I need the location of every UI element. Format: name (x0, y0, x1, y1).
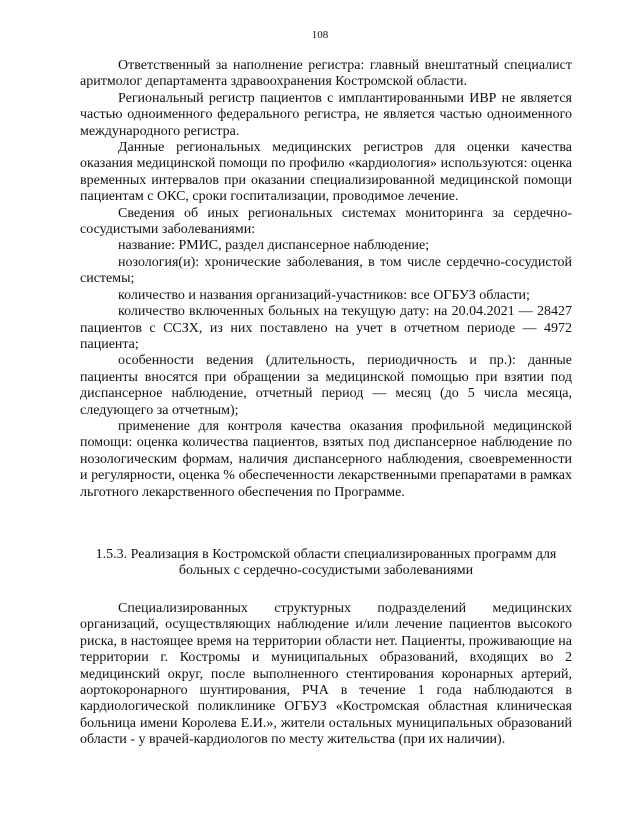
paragraph: Данные региональных медицинских регистров для оценки качества оказания медицинской помощи по профилю «кардиология» используются: оценка временных интервалов при оказании специализированной медицинской помощи пациентам с ОКС, сроки госпитализации, проводимое лечение. (80, 140, 572, 205)
body-text (80, 58, 572, 501)
paragraph: количество включенных больных на текущую дату: на 20.04.2021 — 28427 пациентов с ССЗХ, из них поставлено на учет в отчетном периоде — 4972 пациента; (80, 304, 572, 352)
paragraph: название: РМИС, раздел диспансерное наблюдение; (118, 238, 430, 254)
paragraph: применение для контроля качества оказания профильной медицинской помощи: оценка количества пациентов, взятых под диспансерное наблюдение по нозологическим формам, наличия диспансерного наблюдения, своевременности и регулярности, оценка % обеспеченности лекарственными препаратами в рамках льготного лекарственного обеспечения по Программе. (80, 418, 572, 500)
paragraph: особенности ведения (длительность, периодичность и пр.): данные пациенты вносятся при обращении за медицинской помощью при взятии под диспансерное наблюдение, отчетный период — месяц (до 5 числа месяца, следующего за отчетным); (80, 353, 572, 418)
paragraph: Региональный регистр пациентов с имплантированными ИВР не является частью одноименного федерального регистра, не является частью одноименного международного регистра. (80, 90, 572, 139)
section-body-text (80, 601, 572, 749)
page-number: 108 (311, 29, 329, 41)
paragraph: Сведения об иных региональных системах мониторинга за сердечно-сосудистыми заболеваниями: (80, 205, 572, 238)
paragraph: Ответственный за наполнение регистра: главный внештатный специалист аритмолог департамента здравоохранения Костромской области. (80, 58, 572, 90)
section-heading: 1.5.3. Реализация в Костромской области специализированных программ для больных с сердечно-сосудистыми заболеваниями (95, 547, 557, 579)
paragraph: нозология(и): хронические заболевания, в том числе сердечно-сосудистой системы; (80, 254, 572, 287)
paragraph: Специализированных структурных подразделений медицинских организаций, осуществляющих наблюдение и/или лечение пациентов высокого риска, в настоящее время на территории области нет. Пациенты, проживающие на территории г. Костромы и муниципальных образований, входящих во 2 медицинский округ, после выполненного стентирования коронарных артерий, аортокоронарного шунтирования, РЧА в течение 1 года наблюдаются в кардиологической поликлинике ОГБУЗ «Костромская областная клиническая больница имени Королева Е.И.», жители остальных муниципальных образований области - у врачей-кардиологов по месту жительства (при их наличии). (80, 601, 572, 748)
paragraph: количество и названия организаций-участников: все ОГБУЗ области; (118, 287, 530, 303)
